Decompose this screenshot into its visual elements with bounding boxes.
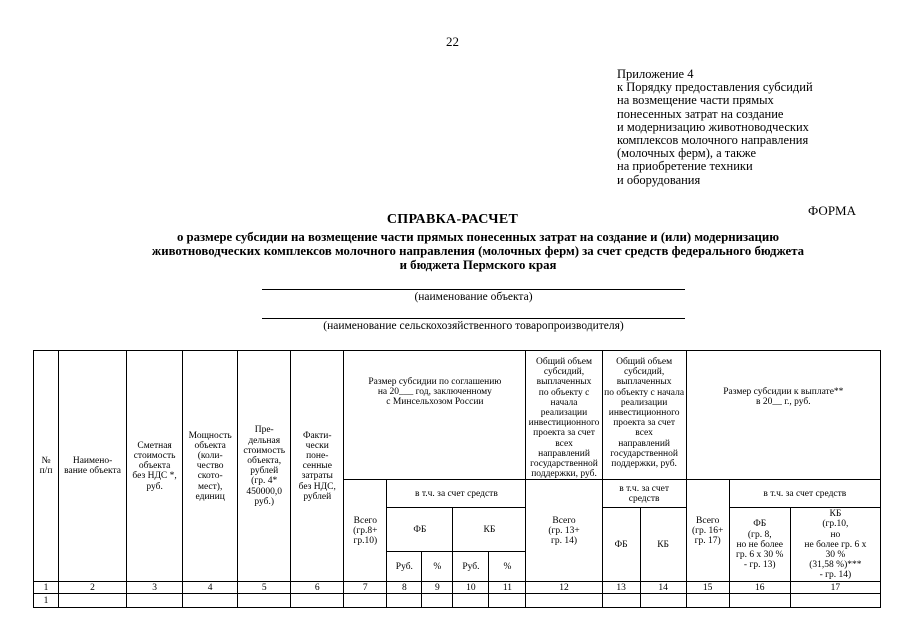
document-title: СПРАВКА-РАСЧЕТ [386,212,519,227]
table-cell [602,594,640,608]
producer-name-line [262,318,685,319]
table-cell [127,594,183,608]
document-subtitle: о размере субсидии на возмещение части прямых понесенных затрат на создание и (или) модернизацию животноводческих комплексов молочного направления (молочных ферм) за счет средств федерального бюджета и бюджета Пермского края [151,230,805,272]
header-col7-including: в т.ч. за счет средств [387,480,526,508]
column-number: 12 [526,582,602,594]
column-number: 7 [344,582,387,594]
column-number: 9 [422,582,453,594]
header-col7-total: Всего (гр.8+ гр.10) [344,480,387,582]
column-number: 13 [602,582,640,594]
header-col13-fb: ФБ [602,508,640,582]
header-col16-fb: ФБ (гр. 8, но не более гр. 6 х 30 % - гр. 13) [729,508,790,582]
header-agreement-subsidy: Размер субсидии по соглашению на 20___ год, заключенному с Минсельхозом России [344,351,526,480]
header-object-name: Наимено- вание объекта [59,351,127,582]
object-name-line [262,289,685,290]
table-cell [238,594,291,608]
table-cell [183,594,238,608]
producer-name-caption: (наименование сельскохозяйственного товаропроизводителя) [323,320,624,332]
column-number: 14 [640,582,686,594]
table-cell [489,594,526,608]
page-number: 22 [446,34,459,49]
column-number: 11 [489,582,526,594]
table-cell [387,594,422,608]
header-fb: ФБ [387,508,453,552]
form-label: ФОРМА [808,203,856,218]
header-payout-subsidy: Размер субсидии к выплате** в 20__ г., руб. [686,351,880,480]
header-col12-total: Всего (гр. 13+ гр. 14) [526,480,602,582]
header-col15-total: Всего (гр. 16+ гр. 17) [686,480,729,582]
table-cell [344,594,387,608]
column-number: 16 [729,582,790,594]
header-max-cost: Пре- дельная стоимость объекта, рублей (гр. 4* 450000,0 руб.) [238,351,291,582]
header-col17-kb: КБ (гр.10, но не более гр. 6 х 30 % (31,58 %)*** - гр. 14) [790,508,880,582]
header-col12-including: в т.ч. за счет средств [602,480,686,508]
header-kb-rub: Руб. [453,552,489,582]
header-col14-kb: КБ [640,508,686,582]
header-total-paid: Общий объем субсидий, выплаченных по объекту с начала реализации инвестиционного проекта за счет всех направлений государственной поддержки, руб. [526,351,602,480]
table-cell [729,594,790,608]
column-number: 8 [387,582,422,594]
table-cell [790,594,880,608]
appendix-note: Приложение 4 к Порядку предоставления субсидий на возмещение части прямых понесенных затрат на создание и модернизацию животноводческих комплексов молочного направления (молочных ферм), а также на приобретение техники и оборудования [617,67,813,187]
column-number: 2 [59,582,127,594]
subsidy-calculation-table [33,350,881,608]
object-name-caption: (наименование объекта) [414,291,533,303]
row-index: 1 [34,594,59,608]
table-cell [291,594,344,608]
header-fb-pct: % [422,552,453,582]
header-estimated-cost: Сметная стоимость объекта без НДС *, руб. [127,351,183,582]
header-actual-costs: Факти- чески поне- сенные затраты без НДС, рублей [291,351,344,582]
table-cell [422,594,453,608]
column-number: 4 [183,582,238,594]
header-total-paid: Общий объем субсидий, выплаченных по объекту с начала реализации инвестиционного проекта за счет всех направлений государственной поддержки, руб. [602,351,686,480]
table-cell [59,594,127,608]
header-kb: КБ [453,508,526,552]
column-number: 15 [686,582,729,594]
column-number: 3 [127,582,183,594]
header-kb-pct: % [489,552,526,582]
table-cell [526,594,602,608]
table-cell [640,594,686,608]
header-capacity: Мощность объекта (коли- чество ското- мест), единиц [183,351,238,582]
table-cell [453,594,489,608]
column-number: 5 [238,582,291,594]
column-number: 17 [790,582,880,594]
column-number: 1 [34,582,59,594]
header-col15-including: в т.ч. за счет средств [729,480,880,508]
header-fb-rub: Руб. [387,552,422,582]
column-number: 10 [453,582,489,594]
table-cell [686,594,729,608]
header-number: № п/п [34,351,59,582]
column-number: 6 [291,582,344,594]
